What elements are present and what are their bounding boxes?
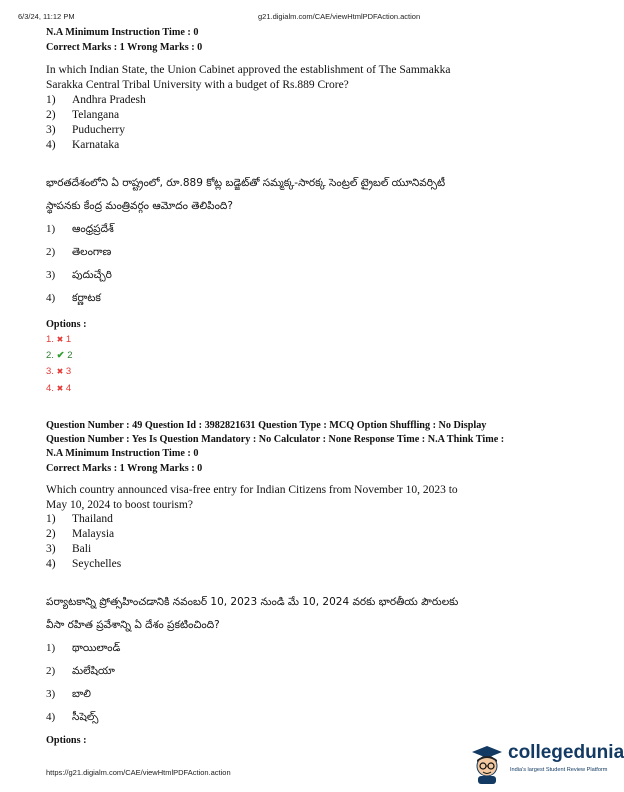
answer-option-2: 2. ✔ 2	[46, 350, 73, 361]
print-url: g21.digialm.com/CAE/viewHtmlPDFAction.action	[258, 12, 421, 21]
q49-meta-marks: Correct Marks : 1 Wrong Marks : 0	[46, 463, 203, 474]
q49-question-en-line2: May 10, 2024 to boost tourism?	[46, 499, 193, 511]
footer-url: https://g21.digialm.com/CAE/viewHtmlPDFAction.action	[46, 768, 231, 777]
q49-option-te-4: 4) సీషెల్స్	[46, 711, 99, 723]
q49-meta-line3: N.A Minimum Instruction Time : 0	[46, 448, 199, 459]
prev-option-en-4: 4) Karnataka	[46, 139, 120, 151]
q49-question-en-line1: Which country announced visa-free entry for Indian Citizens from November 10, 2023 to	[46, 484, 458, 496]
wrong-cross-icon: ✖	[56, 367, 64, 376]
answer-option-4: 4. ✖ 4	[46, 383, 72, 394]
prev-option-te-3: 3) పుదుచ్చేరి	[46, 269, 112, 281]
brand-name: collegedunia	[508, 742, 624, 763]
q49-question-te-line1: పర్యాటకాన్ని ప్రోత్సహించడానికి నవంబర్ 10, 2023 నుండి మే 10, 2024 వరకు భారతీయ పౌరులకు	[46, 596, 459, 608]
brand-tagline: India's largest Student Review Platform	[510, 767, 608, 773]
print-datetime: 6/3/24, 11:12 PM	[18, 12, 75, 21]
answer-option-3: 3. ✖ 3	[46, 366, 72, 377]
mascot-icon	[468, 742, 506, 786]
q49-options-label: Options :	[46, 735, 87, 746]
q49-meta-line1: Question Number : 49 Question Id : 3982821631 Question Type : MCQ Option Shuffling : No Display	[46, 420, 487, 431]
q49-option-en-1: 1) Thailand	[46, 513, 113, 525]
collegedunia-logo	[468, 742, 624, 788]
prev-option-te-1: 1) ఆంధ్రప్రదేశ్	[46, 223, 114, 235]
q49-option-en-4: 4) Seychelles	[46, 558, 122, 570]
q49-meta-line2: Question Number : Yes Is Question Mandatory : No Calculator : None Response Time : N.A Think Time :	[46, 434, 505, 445]
q49-option-te-1: 1) థాయిలాండ్	[46, 642, 121, 654]
correct-check-icon: ✔	[56, 350, 65, 361]
q49-option-te-2: 2) మలేషియా	[46, 665, 115, 677]
q49-question-te-line2: వీసా రహిత ప్రవేశాన్ని ఏ దేశం ప్రకటించింది?	[46, 619, 220, 631]
prev-option-en-2: 2) Telangana	[46, 109, 120, 121]
prev-meta-marks: Correct Marks : 1 Wrong Marks : 0	[46, 42, 203, 53]
prev-meta-instruction-time: N.A Minimum Instruction Time : 0	[46, 27, 199, 38]
prev-question-te-line2: స్థాపనకు కేంద్ర మంత్రివర్గం ఆమోదం తెలిపింది?	[46, 200, 233, 212]
prev-option-en-3: 3) Puducherry	[46, 124, 126, 136]
q49-option-te-3: 3) బాలి	[46, 688, 91, 700]
prev-option-en-1: 1) Andhra Pradesh	[46, 94, 146, 106]
prev-option-te-2: 2) తెలంగాణ	[46, 246, 112, 258]
wrong-cross-icon: ✖	[56, 384, 64, 393]
q49-option-en-2: 2) Malaysia	[46, 528, 115, 540]
prev-options-label: Options :	[46, 319, 87, 330]
prev-question-en-line1: In which Indian State, the Union Cabinet approved the establishment of The Sammakka	[46, 64, 451, 76]
prev-option-te-4: 4) కర్ణాటక	[46, 292, 101, 304]
wrong-cross-icon: ✖	[56, 335, 64, 344]
prev-question-en-line2: Sarakka Central Tribal University with a budget of Rs.889 Crore?	[46, 79, 349, 91]
prev-question-te-line1: భారతదేశంలోని ఏ రాష్ట్రంలో, రూ.889 కోట్ల బడ్జెట్‌తో సమ్మక్క-సారక్క సెంట్రల్ ట్రైబల్ యూనివర్సిటీ	[46, 177, 446, 189]
q49-option-en-3: 3) Bali	[46, 543, 92, 555]
answer-option-1: 1. ✖ 1	[46, 334, 72, 345]
